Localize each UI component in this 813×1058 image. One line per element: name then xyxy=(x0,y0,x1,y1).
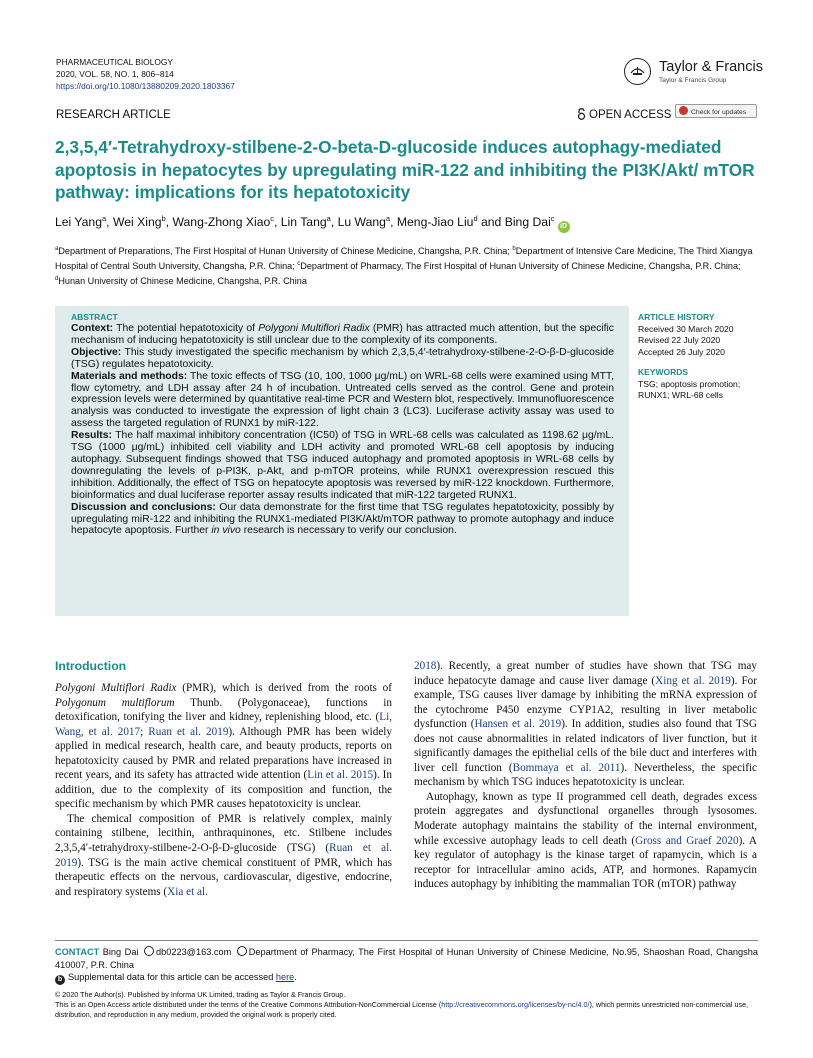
check-updates-label: Check for updates xyxy=(691,109,747,116)
author-name[interactable]: Wang-Zhong Xiao xyxy=(172,215,271,230)
right-column xyxy=(414,659,757,892)
paragraph: The chemical composition of PMR is relatively complex, mainly containing stilbene, lecithin, anthraquinones, etc. Stilbene includes 2,3,5,4′-tetrahydroxy-stilbene-2-O-β-D-glucoside (TSG) (Ruan et al. 2019). TSG is the main active chemical constituent of PMR, which has therapeutic effects on the nervous, cardiovascular, digestive, endocrine, and respiratory systems (Xia et al. xyxy=(55,812,392,898)
copyright-line: © 2020 The Author(s). Published by Informa UK Limited, trading as Taylor & Francis Group. xyxy=(55,990,346,999)
abstract-discussion: Discussion and conclusions: Our data demonstrate for the first time that TSG regulates hepatotoxicity, possibly by upregulating miR-122 and inhibiting the RUNX1-mediated PI3K/Akt/mTOR pathway to promote autophagy and induce hepatocyte apoptosis. Further in vivo research is necessary to verify our conclusion. xyxy=(71,501,614,537)
taylor-francis-logo-icon xyxy=(624,58,651,85)
author-name[interactable]: Lu Wang xyxy=(337,215,386,230)
affiliations: $^a$Department of Preparations, The First Hospital of Hunan University of Chinese Medicine, Changsha, P.R. China; $^b$Department of Intensive Care Medicine, The Third Xiangya Hospital of Central South University, Changsha, P.R. China; $^c$Department of Pharmacy, The First Hospital of Hunan University of Chinese Medicine, Changsha, P.R. China; $^d$Hunan University of Chinese Medicine, Changsha, P.R. China xyxy=(55,246,753,287)
author-name[interactable]: Meng-Jiao Liu xyxy=(396,215,474,230)
license-link[interactable]: http://creativecommons.org/licenses/by-nc/4.0/ xyxy=(441,1000,590,1010)
affiliation: Department of Pharmacy, The First Hospital of Hunan University of Chinese Medicine, Changsha, P.R. China; xyxy=(300,261,741,272)
publisher-group: Taylor & Francis Group xyxy=(659,77,727,84)
author-name[interactable]: Wei Xing xyxy=(112,215,162,230)
license-text: This is an Open Access article distributed under the terms of the Creative Commons Attribution-NonCommercial License (http://creativecommons.org/licenses/by-nc/4.0/), which permits unrestricted non-commercial use, distribution, and reproduction in any medium, provided the original work is properly cited. xyxy=(55,1000,749,1020)
citation-link[interactable]: Bommaya et al. 2011 xyxy=(512,761,621,774)
revised-date: Revised 22 July 2020 xyxy=(638,335,721,345)
article-sidebar xyxy=(638,312,768,402)
email-icon xyxy=(144,946,154,956)
orcid-icon[interactable]: iD xyxy=(558,221,570,233)
copyright-notice xyxy=(55,990,760,1021)
contact-name: Bing Dai xyxy=(102,947,139,957)
contact-label: CONTACT xyxy=(55,947,100,957)
abstract-heading: ABSTRACT xyxy=(71,312,118,322)
affiliation: Department of Intensive Care Medicine, The Third Xiangya Hospital of Central South University, Changsha, P.R. China; xyxy=(55,246,753,272)
open-lock-icon xyxy=(577,108,586,123)
footer-divider xyxy=(55,940,758,941)
keywords-list: TSG; apoptosis promotion; RUNX1; WRL-68 cells xyxy=(638,378,741,400)
journal-name: PHARMACEUTICAL BIOLOGY xyxy=(56,57,173,67)
supplemental-data-icon: b xyxy=(55,975,65,985)
citation-link[interactable]: 2018 xyxy=(414,660,437,672)
abstract-objective: Objective: This study investigated the specific mechanism by which 2,3,5,4′-tetrahydroxy-stilbene-2-O-β-D-glucoside (TSG) regulates hepatotoxicity. xyxy=(71,346,614,370)
citation-link[interactable]: Lin et al. 2015 xyxy=(307,769,374,782)
abstract-box xyxy=(55,306,629,616)
doi-link[interactable]: https://doi.org/10.1080/13880209.2020.1803367 xyxy=(56,81,235,91)
citation-link[interactable]: Li, Wang, et al. 2017 xyxy=(55,711,392,738)
address-icon xyxy=(237,946,247,956)
contact-email[interactable]: db0223@163.com xyxy=(156,947,232,957)
check-for-updates-button[interactable] xyxy=(675,104,757,118)
citation-link[interactable]: Gross and Graef 2020 xyxy=(635,834,739,847)
open-access-label xyxy=(577,108,671,123)
abstract-methods: Materials and methods: The toxic effects of TSG (10, 100, 1000 μg/mL) on WRL-68 cells were examined using MTT, flow cytometry, and LDH assay after 24 h of incubation. Untreated cells served as the control. Gene and protein expression levels were determined by quantitative real-time PCR and Western blot, respectively. Immunofluorescence analysis was conducted to investigate the expression of light chain 3 (LC3). Luciferase activity assay was used to assess the targeted regulation of RUNX1 by miR-122. xyxy=(71,370,614,430)
abstract-body xyxy=(71,323,614,537)
citation-link[interactable]: Hansen et al. 2019 xyxy=(474,718,562,731)
publisher-logo[interactable] xyxy=(624,58,764,90)
contact-address: Department of Pharmacy, The First Hospital of Hunan University of Chinese Medicine, No.95, Shaoshan Road, Changsha 410007, P.R. China xyxy=(55,947,758,970)
article-title: 2,3,5,4′-Tetrahydroxy-stilbene-2-O-beta-D-glucoside induces autophagy-mediated apoptosis in hepatocytes by upregulating miR-122 and inhibiting the PI3K/Akt/ mTOR pathway: implications for its hepatotoxicity xyxy=(55,137,755,202)
paragraph: Autophagy, known as type II programmed cell death, degrades excess protein aggregates and dysfunctional organelles through lysosomes. Moderate autophagy maintains the stability of the internal environment, while excessive autophagy leads to cell death (Gross and Graef 2020). A key regulator of autophagy is the kinase target of rapamycin, which is a receptor for intracellular amino acids, ATP, and hormones. Rapamycin induces autophagy by inhibiting the mammalian TOR (mTOR) pathway xyxy=(414,790,757,891)
paragraph: Polygoni Multiflori Radix (PMR), which is derived from the roots of Polygonum multiflorum Thunb. (Polygonaceae), functions in detoxification, tonifying the liver and kidney, replenishing blood, etc. (Li, Wang, et al. 2017; Ruan et al. 2019). Although PMR has been widely applied in medical research, health care, and beauty products, reports on hepatotoxicity caused by PMR and related preparations have increased in recent years, and its safety has attracted wide attention (Lin et al. 2015). In addition, due to the complexity of its composition and function, the specific mechanism by which PMR causes hepatotoxicity is unclear. xyxy=(55,682,393,811)
journal-info xyxy=(56,56,235,92)
author-name[interactable]: Bing Dai xyxy=(504,215,551,230)
supplemental-link[interactable]: here xyxy=(275,972,295,982)
publisher-name: Taylor & Francis xyxy=(659,59,763,75)
section-heading: Introduction xyxy=(55,659,127,673)
article-history-heading: ARTICLE HISTORY xyxy=(638,312,715,322)
keywords-heading: KEYWORDS xyxy=(638,367,689,377)
open-access-text: OPEN ACCESS xyxy=(589,109,672,121)
paragraph: 2018). Recently, a great number of studies have shown that TSG may induce hepatocyte damage and cause liver damage (Xing et al. 2019). For example, TSG causes liver damage by inhibiting the mRNA expression of the cytochrome P450 enzyme CYP1A2, resulting in liver metabolic dysfunction (Hansen et al. 2019). In addition, studies also found that TSG does not cause abnormalities in related indicators of liver function, but it significantly damages the epithelial cells of the bile duct and interferes with liver cell function (Bommaya et al. 2011). Nevertheless, the specific mechanism by which TSG induces hepatotoxicity is unclear. xyxy=(414,660,757,789)
citation-link[interactable]: Xia et al. xyxy=(167,885,208,898)
received-date: Received 30 March 2020 xyxy=(638,323,734,334)
journal-issue: 2020, VOL. 58, NO. 1, 806–814 xyxy=(56,69,174,79)
abstract-results: Results: The half maximal inhibitory concentration (IC50) of TSG in WRL-68 cells was calculated as 1198.62 μg/mL. TSG (1000 μg/mL) inhibited cell viability and LDH activity and promoted WRL-68 cell apoptosis by inducing autophagy. Subsequent findings showed that TSG induced autophagy and promoted apoptosis in WRL-68 cells by downregulating the levels of p-PI3K, p-Akt, and p-mTOR proteins, while RUNX1 overexpression rescued this inhibition. Additionally, the effect of TSG on hepatocyte apoptosis was reversed by miR-122 knockdown. Furthermore, bioinformatics and dual luciferase reporter assay results indicated that miR-122 targeted RUNX1. xyxy=(71,430,614,501)
author-name[interactable]: Lei Yang xyxy=(55,215,102,230)
left-column xyxy=(55,659,392,899)
affiliation: Department of Preparations, The First Hospital of Hunan University of Chinese Medicine, Changsha, P.R. China; xyxy=(58,246,513,257)
contact-info xyxy=(55,946,758,971)
abstract-context: Context: The potential hepatotoxicity of Polygoni Multiflori Radix (PMR) has attracted much attention, but the specific mechanism of inducing hepatotoxicity is still unclear due to the complexity of its components. xyxy=(71,323,615,346)
supplemental-note: b Supplemental data for this article can be accessed here. xyxy=(55,972,297,985)
author-name[interactable]: Lin Tang xyxy=(280,215,327,230)
citation-link[interactable]: Xing et al. 2019 xyxy=(655,674,731,687)
article-type: RESEARCH ARTICLE xyxy=(56,109,171,121)
author-list: Lei Yang$^a$, Wei Xing$^b$, Wang-Zhong Xiao$^c$, Lin Tang$^a$, Lu Wang$^a$, Meng-Jiao Liu$^d$ and Bing Dai$^c$iD xyxy=(55,214,765,233)
citation-link[interactable]: Ruan et al. 2019 xyxy=(55,842,392,869)
affiliation: Hunan University of Chinese Medicine, Changsha, P.R. China xyxy=(58,276,307,287)
crossmark-icon xyxy=(679,106,688,115)
accepted-date: Accepted 26 July 2020 xyxy=(638,346,725,357)
citation-link[interactable]: Ruan et al. 2019 xyxy=(148,725,229,738)
